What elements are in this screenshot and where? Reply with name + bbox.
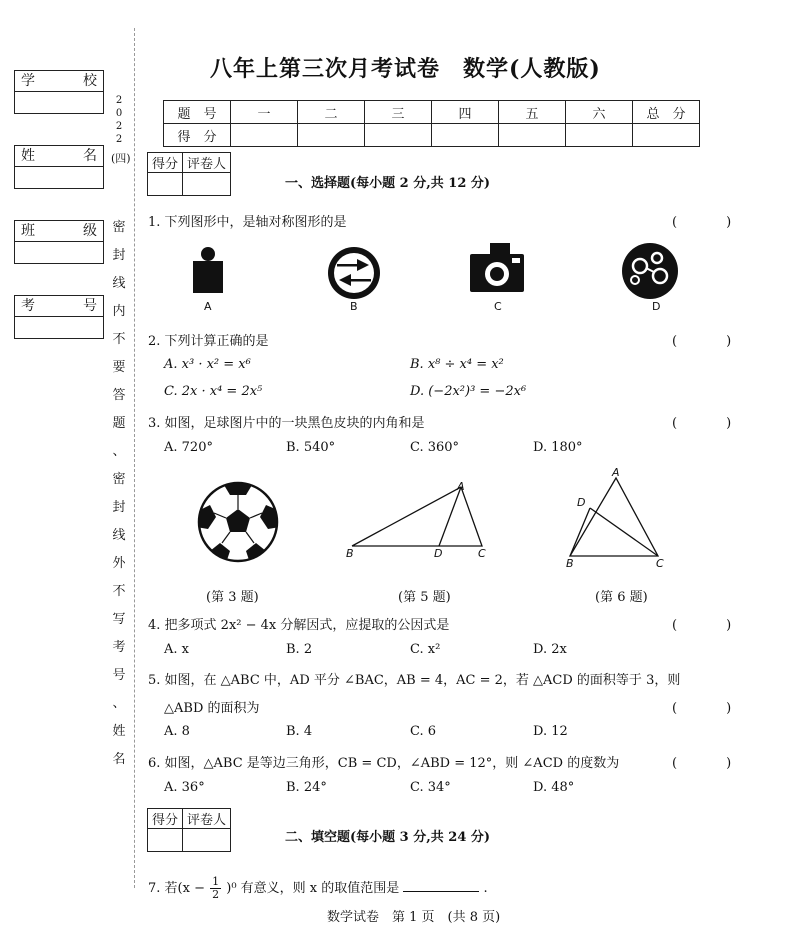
score-cell[interactable] (365, 124, 432, 147)
grader-label: 评卷人 (183, 153, 231, 173)
side-field-name (14, 145, 104, 189)
option-c[interactable]: C. 360° (410, 440, 460, 455)
question-2: 2. 下列计算正确的是 (148, 334, 269, 349)
option-a[interactable]: A. 720° (164, 440, 213, 455)
figure-label: B (350, 300, 358, 313)
option-b[interactable]: B. 2 (286, 642, 313, 657)
vertex-label: B (346, 547, 354, 560)
option-c[interactable]: C. 6 (410, 724, 437, 739)
option-d[interactable]: D. 48° (533, 780, 575, 795)
vertex-label: A (612, 466, 620, 479)
q7-frac-den: 2 (212, 888, 220, 901)
option-c[interactable]: C. x² (410, 642, 441, 657)
figure-caption: (第 6 题) (595, 590, 648, 605)
score-cell[interactable] (298, 124, 365, 147)
page-footer: 数学试卷 第 1 页 (共 8 页) (327, 910, 501, 925)
option-a[interactable]: A. 8 (164, 724, 190, 739)
triangle-figure-q6 (562, 470, 672, 565)
seal-char: 、 (112, 696, 126, 711)
year-vertical (111, 94, 131, 165)
exam-number-input[interactable] (15, 317, 103, 338)
q7-suffix: )⁰ 有意义，则 x 的取值范围是 (226, 881, 400, 896)
grader-box (147, 808, 231, 852)
side-label-char: 校 (83, 73, 97, 89)
side-label-char: 号 (83, 298, 97, 314)
option-d[interactable]: D. (−2x²)³ = −2x⁶ (410, 384, 527, 399)
score-header: 二 (298, 101, 365, 124)
answer-paren[interactable]: ( ) (672, 756, 750, 771)
answer-paren[interactable]: ( ) (672, 701, 750, 716)
side-label-char: 考 (21, 298, 35, 314)
option-a[interactable]: A. 36° (164, 780, 205, 795)
question-6: 6. 如图，△ABC 是等边三角形，CB = CD，∠ABD = 12°，则 ∠ACD 的度数为 (148, 756, 620, 771)
grader-score-label: 得分 (148, 809, 183, 829)
grader-score-cell[interactable] (148, 829, 183, 852)
answer-paren[interactable]: ( ) (672, 618, 750, 633)
question-1: 1. 下列图形中，是轴对称图形的是 (148, 215, 347, 230)
score-row-label: 得 分 (164, 124, 231, 147)
vertex-label: A (457, 480, 465, 493)
answer-paren[interactable]: ( ) (672, 416, 750, 431)
score-cell[interactable] (432, 124, 499, 147)
question-5-cont: △ABD 的面积为 (164, 701, 260, 716)
side-label-char: 学 (21, 73, 35, 89)
q7-fraction (210, 876, 221, 901)
score-cell[interactable] (566, 124, 633, 147)
figure-caption: (第 3 题) (206, 590, 259, 605)
side-field-school (14, 70, 104, 114)
seal-char: 名 (112, 752, 126, 767)
side-label-char: 级 (83, 223, 97, 239)
class-input[interactable] (15, 242, 103, 263)
side-field-examno (14, 295, 104, 339)
question-7 (148, 876, 488, 901)
grader-label: 评卷人 (183, 809, 231, 829)
figure-label: A (204, 300, 212, 313)
grader-box (147, 152, 231, 196)
seal-char: 内 (112, 304, 126, 319)
side-field-class (14, 220, 104, 264)
seal-char: 封 (112, 248, 126, 263)
figure-b-icon (328, 247, 380, 299)
vertex-label: D (434, 547, 443, 560)
seal-char: 外 (112, 556, 126, 571)
figure-label: D (652, 300, 661, 313)
year-char: 0 (115, 108, 123, 119)
page-title: 八年上第三次月考试卷 数学(人教版) (210, 56, 601, 82)
seal-char: 、 (112, 444, 126, 459)
question-5: 5. 如图，在 △ABC 中，AD 平分 ∠BAC，AB = 4，AC = 2，若 △ACD 的面积等于 3，则 (148, 673, 681, 688)
vertex-label: B (566, 557, 574, 570)
option-b[interactable]: B. 4 (286, 724, 313, 739)
year-char: 2 (115, 121, 123, 132)
q7-prefix: 7. 若(x − (148, 881, 205, 896)
option-d[interactable]: D. 180° (533, 440, 583, 455)
grader-cell[interactable] (183, 829, 231, 852)
figure-a-icon (193, 247, 223, 293)
seal-char: 不 (112, 584, 126, 599)
side-label-char: 班 (21, 223, 35, 239)
grader-score-cell[interactable] (148, 173, 183, 196)
year-char: (四) (111, 152, 131, 165)
figure-caption: (第 5 题) (398, 590, 451, 605)
score-header: 三 (365, 101, 432, 124)
name-input[interactable] (15, 167, 103, 188)
score-cell[interactable] (231, 124, 298, 147)
figure-label: C (494, 300, 502, 313)
seal-char: 姓 (112, 724, 126, 739)
option-d[interactable]: D. 12 (533, 724, 568, 739)
vertex-label: C (656, 557, 664, 570)
score-header: 四 (432, 101, 499, 124)
figure-d-icon (622, 243, 678, 299)
vertex-label: C (478, 547, 486, 560)
q7-end: . (483, 881, 488, 896)
grader-score-label: 得分 (148, 153, 183, 173)
section-1-title: 一、选择题(每小题 2 分,共 12 分) (285, 176, 491, 191)
q7-frac-num: 1 (212, 875, 220, 888)
seal-char: 不 (112, 332, 126, 347)
q1-figures (160, 238, 700, 318)
seal-char: 号 (112, 668, 126, 683)
seal-char: 答 (112, 388, 126, 403)
question-3: 3. 如图，足球图片中的一块黑色皮块的内角和是 (148, 416, 425, 431)
seal-char: 线 (112, 276, 126, 291)
answer-paren[interactable]: ( ) (672, 334, 750, 349)
year-char: 2 (115, 95, 123, 106)
vertex-label: D (577, 496, 586, 509)
score-cell[interactable] (499, 124, 566, 147)
seal-char: 题 (112, 416, 126, 431)
option-b[interactable]: B. x⁸ ÷ x⁴ = x² (410, 357, 504, 372)
option-b[interactable]: B. 540° (286, 440, 336, 455)
seal-char: 密 (112, 472, 126, 487)
seal-char: 封 (112, 500, 126, 515)
score-cell[interactable] (633, 124, 700, 147)
figure-c-icon (470, 243, 524, 292)
seal-char: 考 (112, 640, 126, 655)
answer-blank[interactable] (403, 879, 479, 892)
score-header: 题 号 (164, 101, 231, 124)
soccer-ball-figure (196, 481, 280, 563)
score-header: 一 (231, 101, 298, 124)
option-d[interactable]: D. 2x (533, 642, 567, 657)
year-char: 2 (115, 134, 123, 145)
seal-char: 写 (112, 612, 126, 627)
section-2-title: 二、填空题(每小题 3 分,共 24 分) (285, 830, 491, 845)
seal-line-notice (111, 214, 127, 774)
side-label-char: 名 (83, 148, 97, 164)
side-label-char: 姓 (21, 148, 35, 164)
option-b[interactable]: B. 24° (286, 780, 327, 795)
grader-cell[interactable] (183, 173, 231, 196)
seal-char: 要 (112, 360, 126, 375)
option-c[interactable]: C. 34° (410, 780, 451, 795)
option-a[interactable]: A. x (164, 642, 189, 657)
school-input[interactable] (15, 92, 103, 113)
option-a[interactable]: A. x³ · x² = x⁶ (164, 357, 251, 372)
option-c[interactable]: C. 2x · x⁴ = 2x⁵ (164, 384, 263, 399)
score-header: 五 (499, 101, 566, 124)
seal-dashed-line (134, 28, 135, 888)
question-4: 4. 把多项式 2x² − 4x 分解因式，应提取的公因式是 (148, 618, 450, 633)
seal-char: 密 (112, 220, 126, 235)
score-header: 总 分 (633, 101, 700, 124)
seal-char: 线 (112, 528, 126, 543)
score-header: 六 (566, 101, 633, 124)
answer-paren[interactable]: ( ) (672, 215, 750, 230)
score-table (163, 100, 700, 147)
